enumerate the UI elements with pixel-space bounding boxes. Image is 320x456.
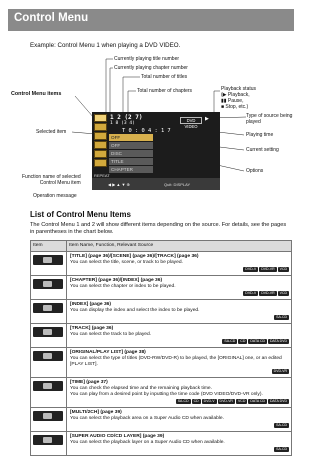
source-type-badge: DVD VIDEO xyxy=(180,117,202,124)
source-badge: DVD-VR xyxy=(273,369,287,373)
item-function: You can select the playback area on a Super Audio CD when available. xyxy=(70,416,224,421)
menu-item-icon xyxy=(33,381,63,391)
item-function: You can select the type of titles (DVD-RW/DVD-R) to be played, the [ORIGINAL] one, or an edited [PLAY LIST]. xyxy=(70,356,282,367)
menu-item-icon xyxy=(33,303,63,313)
source-badge: DVD-VR xyxy=(261,267,275,271)
menu-item-icon xyxy=(33,279,63,289)
play-status-icon: ▶ xyxy=(205,116,209,122)
relevant-source-badges xyxy=(70,291,289,297)
page-title: Control Menu xyxy=(14,12,89,24)
item-description-cell xyxy=(67,276,292,300)
callout-source-type: Type of source being played xyxy=(246,113,293,125)
page-title-bar xyxy=(8,9,294,31)
source-badge: DVD-VR xyxy=(261,291,275,295)
item-description-cell xyxy=(67,324,292,348)
callout-current-setting: Current setting xyxy=(246,147,279,153)
intro-text: Example: Control Menu 1 when playing a DVD VIDEO. xyxy=(30,42,181,49)
item-description-cell xyxy=(67,348,292,378)
footer-nav-icons: ◀ ▶ ▲ ▼ ⊕ xyxy=(108,182,130,187)
menu-item-icon xyxy=(33,255,63,265)
source-badge: DVD-V xyxy=(203,399,215,403)
menu-item-chapter-icon[interactable] xyxy=(94,123,107,131)
source-badge: DATA CD xyxy=(250,339,266,343)
menu-item-subtitle-icon[interactable] xyxy=(94,159,107,167)
source-badge: CD xyxy=(193,399,199,403)
item-icon-cell xyxy=(31,276,67,300)
callout-total-titles: Total number of titles xyxy=(141,74,188,80)
item-description-cell xyxy=(67,378,292,408)
callout-function-name: Function name of selected Control Menu item xyxy=(22,174,81,186)
item-function: You can select the track to be played. xyxy=(70,332,152,337)
operation-message: Quit: DISPLAY xyxy=(164,182,191,187)
callout-playing-chapter-number: Currently playing chapter number xyxy=(114,65,188,71)
option-item[interactable]: OFF xyxy=(109,142,153,149)
title-number: 1 2 (2 7) xyxy=(110,114,143,121)
source-badge: SA-CD xyxy=(276,315,287,319)
control-menu-screen xyxy=(92,112,220,190)
relevant-source-badges xyxy=(70,399,289,405)
table-row xyxy=(31,276,292,300)
item-icon-cell xyxy=(31,252,67,276)
item-name: [TITLE] (page 36)/[SCENE] (page 36)/[TRACK] (page 36) xyxy=(70,254,199,259)
menu-item-icon xyxy=(33,351,63,361)
source-badge: DVD-V xyxy=(245,267,257,271)
option-item[interactable]: CHAPTER xyxy=(109,166,153,173)
table-row xyxy=(31,324,292,348)
source-badge: VCD xyxy=(237,399,246,403)
item-name: [MULTI/2CH] (page 39) xyxy=(70,410,122,415)
item-function: You can play from a desired point by inputting the time code (DVD VIDEO/DVD-VR only). xyxy=(70,392,263,397)
callout-operation-message: Operation message xyxy=(33,193,77,199)
menu-item-icon xyxy=(33,327,63,337)
source-badge: DVD-VR xyxy=(219,399,233,403)
item-name: [TIME] (page 37) xyxy=(70,380,108,385)
option-item[interactable]: TITLE xyxy=(109,158,153,165)
item-icon-cell xyxy=(31,348,67,378)
source-badge: SA-CD xyxy=(276,447,287,451)
item-icon-cell xyxy=(31,408,67,432)
relevant-source-badges xyxy=(70,315,289,321)
menu-item-audio-icon[interactable] xyxy=(94,150,107,158)
table-row xyxy=(31,252,292,276)
function-name: REPEAT xyxy=(94,173,110,178)
source-badge: DATA CD xyxy=(250,399,266,403)
section-title: List of Control Menu Items xyxy=(30,210,131,219)
screen-footer xyxy=(92,173,220,190)
item-icon-cell xyxy=(31,432,67,456)
item-name: [ORIGINAL/PLAY LIST] (page 38) xyxy=(70,350,146,355)
item-function: You can display the index and select the index to be played. xyxy=(70,308,200,313)
item-function: You can select the title, scene, or track to be played. xyxy=(70,260,183,265)
relevant-source-badges xyxy=(70,369,289,375)
menu-item-title-icon[interactable] xyxy=(94,114,107,122)
item-description-cell xyxy=(67,432,292,456)
source-badge: SA-CD xyxy=(276,423,287,427)
column-header-name: Item Name, Function, Relevant Source xyxy=(67,241,292,252)
item-icon-cell xyxy=(31,324,67,348)
title-chapter-readout xyxy=(110,114,143,126)
relevant-source-badges xyxy=(70,447,289,453)
current-setting: OFF xyxy=(109,134,153,141)
table-header-row xyxy=(31,241,292,252)
source-badge: VCD xyxy=(279,291,287,295)
control-menu-items-table xyxy=(30,240,292,456)
relevant-source-badges xyxy=(70,339,289,345)
table-row xyxy=(31,378,292,408)
section-intro: The Control Menu 1 and 2 will show different items depending on the source. For details, see the pages in parentheses in the chart below. xyxy=(30,222,287,236)
source-badge: SA-CD xyxy=(224,339,236,343)
source-badge: DATA DVD xyxy=(270,399,287,403)
table-row xyxy=(31,300,292,324)
control-menu-icon-column xyxy=(94,114,107,174)
callout-playing-time: Playing time xyxy=(246,132,274,138)
options-list xyxy=(109,134,153,174)
item-name: [TRACK] (page 36) xyxy=(70,326,114,331)
callout-playing-title-number: Currently playing title number xyxy=(114,56,180,62)
item-description-cell xyxy=(67,300,292,324)
item-name: [INDEX] (page 36) xyxy=(70,302,112,307)
source-badge: VCD xyxy=(279,267,287,271)
relevant-source-badges xyxy=(70,423,289,429)
chapter-number: 1 8 (3 4) xyxy=(110,121,135,126)
playing-time: T 0 : 0 4 : 1 7 xyxy=(122,128,171,134)
source-badge: SA-CD xyxy=(177,399,189,403)
menu-item-repeat-icon[interactable] xyxy=(94,141,107,149)
item-icon-cell xyxy=(31,300,67,324)
item-function: You can select the chapter or index to be played. xyxy=(70,284,176,289)
source-badge: DATA DVD xyxy=(270,339,287,343)
column-header-item: Item xyxy=(31,241,67,252)
source-badge: DVD-V xyxy=(245,291,257,295)
item-icon-cell xyxy=(31,378,67,408)
item-name: [CHAPTER] (page 36)/[INDEX] (page 36) xyxy=(70,278,163,283)
callout-selected-item: Selected item xyxy=(36,129,67,135)
item-description-cell xyxy=(67,408,292,432)
item-function: You can check the elapsed time and the remaining playback time. xyxy=(70,386,213,391)
item-name: [SUPER AUDIO CD/CD LAYER] (page 39) xyxy=(70,434,165,439)
table-row xyxy=(31,432,292,456)
source-badge: CD xyxy=(240,339,246,343)
item-description-cell xyxy=(67,252,292,276)
menu-item-icon xyxy=(33,435,63,445)
option-item[interactable]: DISC xyxy=(109,150,153,157)
item-function: You can select the playback layer on a Super Audio CD when available. xyxy=(70,440,225,445)
table-row xyxy=(31,348,292,378)
callout-control-menu-items: Control Menu items xyxy=(11,91,62,97)
relevant-source-badges xyxy=(70,267,289,273)
callout-options: Options xyxy=(246,168,264,174)
menu-item-time-icon[interactable] xyxy=(94,132,107,140)
callout-total-chapters: Total number of chapters xyxy=(137,88,193,94)
table-row xyxy=(31,408,292,432)
callout-playback-status: Playback status (▶ Playback, ▮▮ Pause, ■ Stop, etc.) xyxy=(221,86,257,110)
menu-item-icon xyxy=(33,411,63,421)
